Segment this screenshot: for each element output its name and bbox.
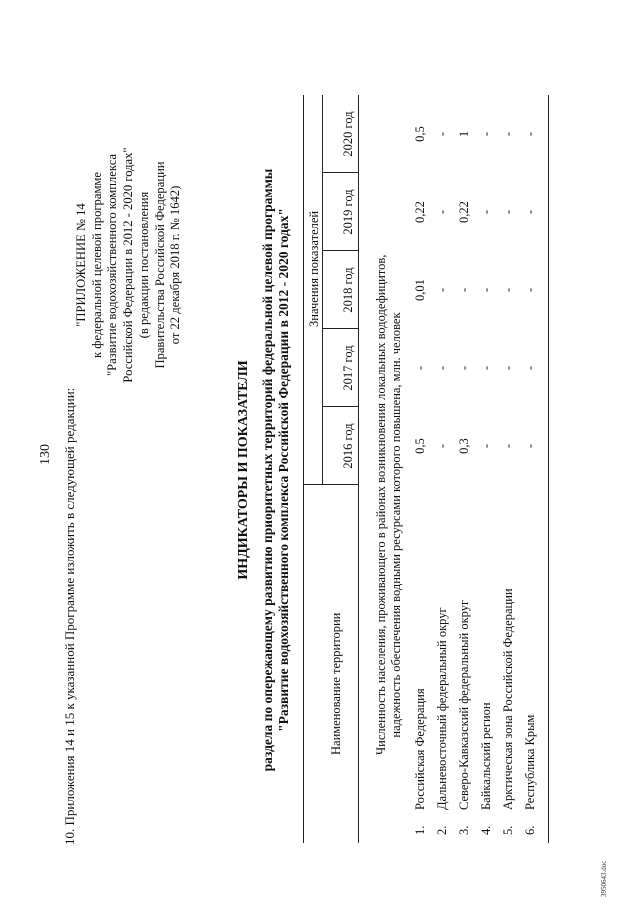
year-header: 2016 год	[341, 423, 355, 469]
value-cell: -	[435, 287, 449, 293]
column-header-values: Значения показателей	[307, 210, 321, 327]
value-cell: 1	[457, 130, 471, 138]
value-cell: -	[523, 131, 537, 137]
value-cell: 0,22	[413, 201, 427, 223]
value-cell: -	[435, 443, 449, 449]
value-cell: -	[501, 443, 515, 449]
section-heading	[374, 254, 405, 755]
row-number: 1.	[413, 825, 427, 835]
page-number: 130	[38, 444, 53, 465]
header-mid-border	[322, 95, 323, 485]
value-cell: -	[523, 209, 537, 215]
row-number: 2.	[435, 825, 449, 835]
value-cell: -	[523, 365, 537, 371]
section-line: Численность населения, проживающего в районах возникновения локальных вододефицитов,	[374, 254, 388, 755]
value-cell: -	[479, 365, 493, 371]
value-cell: -	[435, 209, 449, 215]
value-cell: -	[501, 365, 515, 371]
year-header: 2018 год	[341, 267, 355, 313]
header-bottom-border	[358, 95, 359, 843]
section-line: надежность обеспечения водными ресурсами которого повышена, млн. человек	[389, 312, 404, 738]
value-cell: -	[501, 287, 515, 293]
year-header: 2017 год	[341, 345, 355, 391]
row-number: 3.	[457, 825, 471, 835]
annex-line: Правительства Российской Федерации	[152, 161, 167, 369]
row-number: 5.	[501, 825, 515, 835]
value-cell: -	[479, 209, 493, 215]
column-header-territory: Наименование территории	[329, 612, 343, 755]
value-cell: -	[457, 365, 471, 371]
document-file-code: 3950643.doc	[600, 860, 608, 897]
value-cell: -	[457, 287, 471, 293]
annex-line: (в редакции постановления	[136, 191, 151, 339]
annex-header	[74, 95, 184, 435]
value-cell: -	[501, 209, 515, 215]
annex-line: Российской Федерации в 2012 - 2020 годах"	[121, 147, 136, 383]
value-cell: -	[501, 131, 515, 137]
territory-name: Республика Крым	[523, 714, 537, 810]
territory-name: Северо-Кавказский федеральный округ	[457, 599, 471, 810]
table-bottom-border	[548, 95, 549, 843]
value-cell: -	[435, 365, 449, 371]
year-header: 2019 год	[341, 189, 355, 235]
subtitle-line: раздела по опережающему развитию приоритетных территорий федеральной целевой программы	[260, 168, 275, 772]
territory-name: Российская Федерация	[413, 688, 427, 810]
annex-line: "Развитие водохозяйственного комплекса	[105, 153, 120, 377]
year-header: 2020 год	[341, 111, 355, 157]
value-cell: 0,01	[413, 279, 427, 301]
row-number: 6.	[523, 825, 537, 835]
value-cell: 0,22	[457, 201, 471, 223]
annex-line: "ПРИЛОЖЕНИЕ № 14	[74, 203, 88, 327]
value-cell: 0,3	[457, 438, 471, 454]
value-cell: -	[523, 287, 537, 293]
annex-line: к федеральной целевой программе	[89, 172, 104, 358]
territory-name: Арктическая зона Российской Федерации	[501, 588, 515, 810]
subtitle-line: "Развитие водохозяйственного комплекса Российской Федерации в 2012 - 2020 годах"	[276, 208, 292, 732]
document-title: ИНДИКАТОРЫ И ПОКАЗАТЕЛИ	[236, 360, 251, 580]
value-cell: 0,5	[413, 126, 427, 142]
value-cell: -	[435, 131, 449, 137]
value-cell: -	[523, 443, 537, 449]
territory-name: Байкальский регион	[479, 702, 493, 810]
value-cell: 0,5	[413, 438, 427, 454]
value-cell: -	[479, 443, 493, 449]
value-cell: -	[413, 365, 427, 371]
annex-line: от 22 декабря 2018 г. № 1642)	[168, 185, 183, 345]
value-cell: -	[479, 287, 493, 293]
document-subtitle	[260, 95, 293, 845]
table-top-border	[303, 95, 304, 843]
territory-name: Дальневосточный федеральный округ	[435, 607, 449, 810]
value-cell: -	[479, 131, 493, 137]
intro-paragraph: 10. Приложения 14 и 15 к указанной Программе изложить в следующей редакции:	[62, 387, 77, 845]
row-number: 4.	[479, 825, 493, 835]
